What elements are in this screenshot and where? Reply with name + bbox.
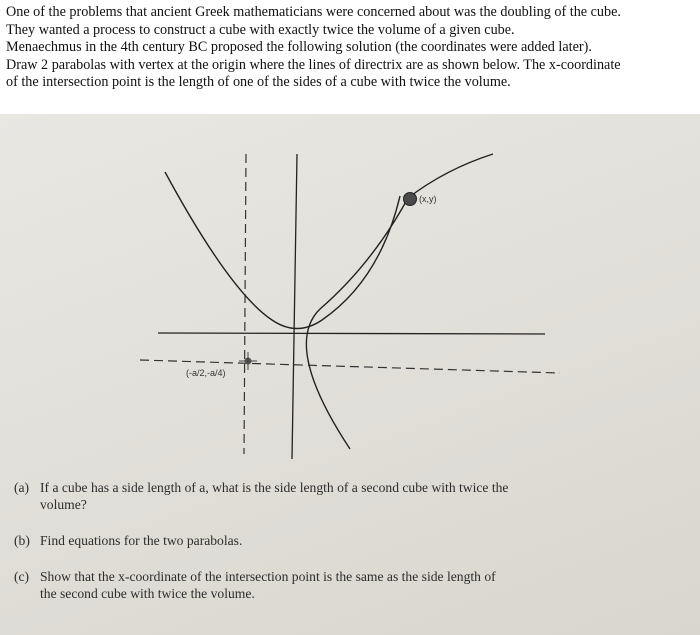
intersection-label: (x,y) xyxy=(419,194,437,204)
question-text-cont: volume? xyxy=(40,497,87,512)
intersection-point xyxy=(404,193,417,206)
intro-line: Menaechmus in the 4th century BC proposed the following solution (the coordinates were added later). xyxy=(6,39,592,56)
question-label: (a) xyxy=(14,480,30,495)
vertical-directrix xyxy=(244,154,246,454)
question-b xyxy=(14,532,694,549)
directrix-point-label: (-a/2,-a/4) xyxy=(186,368,226,378)
question-text-cont: the second cube with twice the volume. xyxy=(40,586,255,601)
y-axis xyxy=(292,154,297,459)
question-label: (c) xyxy=(14,569,30,584)
upward-parabola xyxy=(165,172,400,329)
intro-line: Draw 2 parabolas with vertex at the origin where the lines of directrix are as shown below. The x-coordinate xyxy=(6,56,621,73)
intro-line: of the intersection point is the length of one of the sides of a cube with twice the volume. xyxy=(6,74,511,91)
x-axis xyxy=(158,333,545,334)
question-text: If a cube has a side length of a, what is the side length of a second cube with twice the xyxy=(40,480,509,495)
textbook-photo xyxy=(0,114,700,635)
intro-line: They wanted a process to construct a cube with exactly twice the volume of a given cube. xyxy=(6,21,515,38)
intro-text xyxy=(6,4,696,92)
question-c xyxy=(14,568,694,602)
question-text: Show that the x-coordinate of the intersection point is the same as the side length of xyxy=(40,569,496,584)
intro-line: One of the problems that ancient Greek mathematicians were concerned about was the doubling of the cube. xyxy=(6,4,621,20)
question-list xyxy=(14,479,694,621)
question-text: Find equations for the two parabolas. xyxy=(40,533,243,548)
question-label: (b) xyxy=(14,533,30,548)
question-a xyxy=(14,479,694,513)
